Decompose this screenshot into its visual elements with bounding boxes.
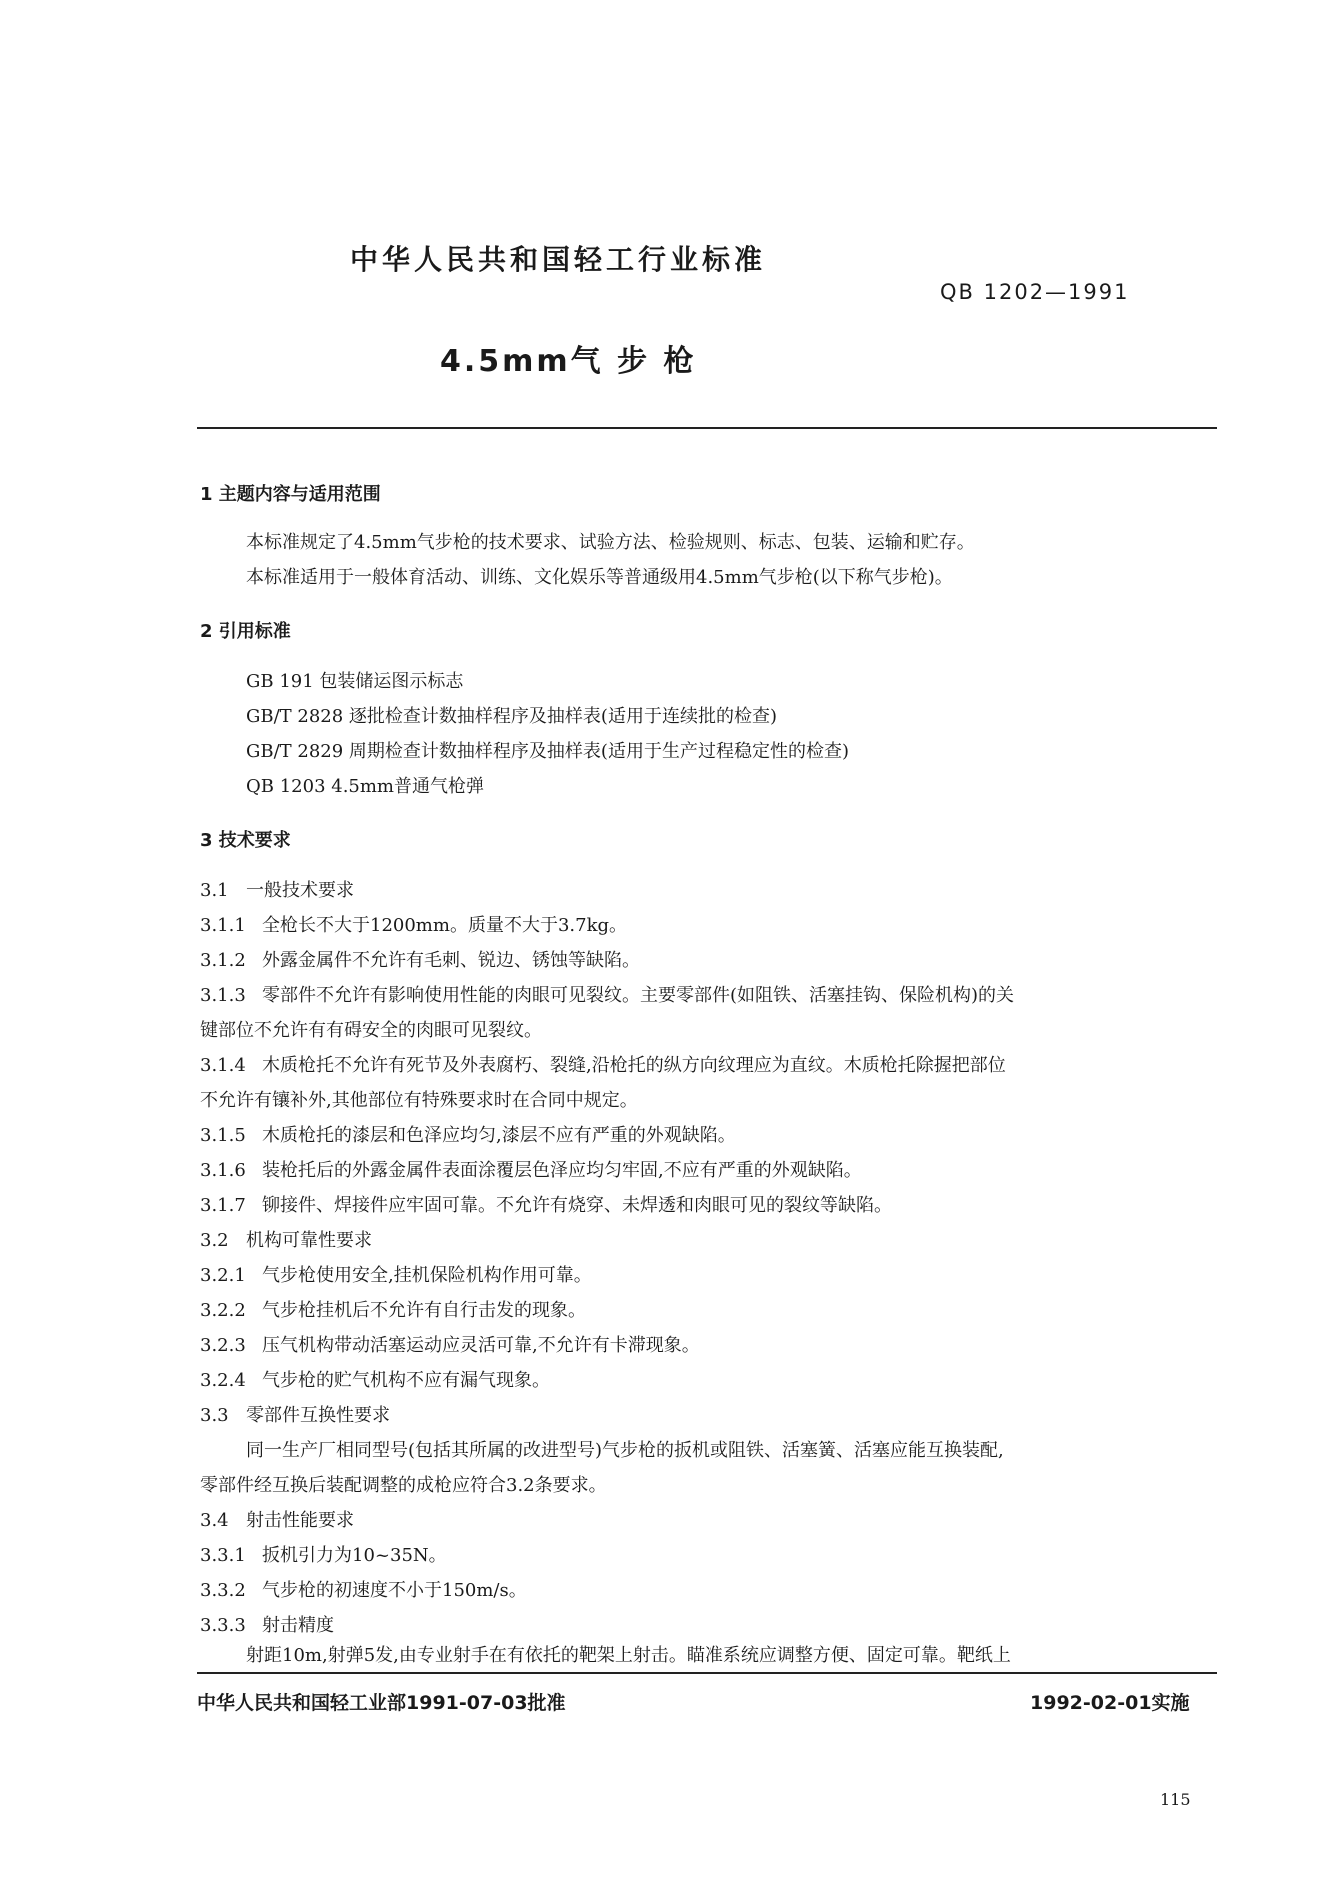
clause-text: 气步枪的贮气机构不应有漏气现象。 [262,1370,550,1391]
page-number: 115 [1160,1790,1191,1809]
clause-text: 气步枪使用安全,挂机保险机构作用可靠。 [262,1265,592,1286]
clause-number: 3.2 [200,1230,229,1251]
section-2-heading: 2 引用标准 [200,621,291,642]
clause-text: 气步枪挂机后不允许有自行击发的现象。 [262,1300,586,1321]
reference-item: GB 191 包装储运图示标志 [246,671,464,692]
clause-text: 外露金属件不允许有毛刺、锐边、锈蚀等缺陷。 [262,950,640,971]
approval-line: 中华人民共和国轻工业部1991-07-03批准 [197,1692,566,1714]
clause-line [200,1541,447,1567]
clause-line [200,1576,527,1602]
clause-line [200,1506,354,1532]
clause-text: 气步枪的初速度不小于150m/s。 [262,1580,527,1601]
clause-number: 3.2.2 [200,1300,246,1321]
clause-line [200,946,640,972]
clause-text: 木质枪托的漆层和色泽应均匀,漆层不应有严重的外观缺陷。 [262,1125,736,1146]
standard-code: QB 1202—1991 [940,280,1130,304]
clause-text: 射击精度 [262,1615,334,1636]
clause-line [200,911,627,937]
clause-text: 机构可靠性要求 [246,1230,372,1251]
section-3-3-paragraph: 零部件经互换后装配调整的成枪应符合3.2条要求。 [200,1475,607,1496]
clause-number: 3.1 [200,880,229,901]
clause-text: 装枪托后的外露金属件表面涂覆层色泽应均匀牢固,不应有严重的外观缺陷。 [262,1160,862,1181]
clause-line [200,876,354,902]
clause-line [200,1156,862,1182]
reference-item: QB 1203 4.5mm普通气枪弹 [246,776,484,797]
section-1-paragraph: 本标准适用于一般体育活动、训练、文化娱乐等普通级用4.5mm气步枪(以下称气步枪)。 [246,567,953,588]
clause-number: 3.1.1 [200,915,246,936]
clause-line [200,1261,592,1287]
section-3-heading: 3 技术要求 [200,830,291,851]
clause-continuation: 不允许有镶补外,其他部位有特殊要求时在合同中规定。 [200,1090,638,1111]
clause-line [200,1611,334,1637]
top-divider [197,427,1217,429]
clause-number: 3.1.4 [200,1055,246,1076]
clause-number: 3.1.3 [200,985,246,1006]
clause-number: 3.3.2 [200,1580,246,1601]
clause-line [200,1331,700,1357]
clause-number: 3.1.2 [200,950,246,971]
clause-text: 零部件互换性要求 [246,1405,390,1426]
clause-text: 一般技术要求 [246,880,354,901]
clause-number: 3.1.7 [200,1195,246,1216]
clause-line [200,1296,586,1322]
clause-number: 3.4 [200,1510,229,1531]
clause-line [200,1191,892,1217]
clause-text: 木质枪托不允许有死节及外表腐朽、裂缝,沿枪托的纵方向纹理应为直纹。木质枪托除握把部位 [262,1055,1006,1076]
bottom-divider [197,1672,1217,1674]
clause-number: 3.3.1 [200,1545,246,1566]
clause-number: 3.3.3 [200,1615,246,1636]
clause-text: 压气机构带动活塞运动应灵活可靠,不允许有卡滞现象。 [262,1335,700,1356]
clause-number: 3.2.4 [200,1370,246,1391]
section-3-3-paragraph: 同一生产厂相同型号(包括其所属的改进型号)气步枪的扳机或阻铁、活塞簧、活塞应能互换装配, [246,1440,1004,1461]
clause-number: 3.1.5 [200,1125,246,1146]
reference-item: GB/T 2829 周期检查计数抽样程序及抽样表(适用于生产过程稳定性的检查) [246,741,849,762]
clause-text: 扳机引力为10~35N。 [262,1545,447,1566]
clause-line [200,1401,390,1427]
clause-line [200,981,1014,1007]
effective-date: 1992-02-01实施 [1030,1692,1190,1714]
standard-category-title: 中华人民共和国轻工行业标准 [350,243,767,276]
clause-text: 全枪长不大于1200mm。质量不大于3.7kg。 [262,915,627,936]
clause-line [200,1226,372,1252]
section-1-heading: 1 主题内容与适用范围 [200,484,381,505]
clause-line [200,1051,1006,1077]
clause-line [200,1366,550,1392]
clause-number: 3.2.3 [200,1335,246,1356]
document-title: 4.5mm气 步 枪 [440,344,697,379]
section-1-paragraph: 本标准规定了4.5mm气步枪的技术要求、试验方法、检验规则、标志、包装、运输和贮存。 [246,532,975,553]
clause-number: 3.3 [200,1405,229,1426]
clause-text: 铆接件、焊接件应牢固可靠。不允许有烧穿、未焊透和肉眼可见的裂纹等缺陷。 [262,1195,892,1216]
clause-continuation: 键部位不允许有有碍安全的肉眼可见裂纹。 [200,1020,542,1041]
clause-number: 3.2.1 [200,1265,246,1286]
clause-number: 3.1.6 [200,1160,246,1181]
reference-item: GB/T 2828 逐批检查计数抽样程序及抽样表(适用于连续批的检查) [246,706,777,727]
clause-text: 射击性能要求 [246,1510,354,1531]
clause-text: 零部件不允许有影响使用性能的肉眼可见裂纹。主要零部件(如阻铁、活塞挂钩、保险机构)的关 [262,985,1015,1006]
section-3-3-3-paragraph: 射距10m,射弹5发,由专业射手在有依托的靶架上射击。瞄准系统应调整方便、固定可靠。靶纸上 [246,1645,1011,1666]
clause-line [200,1121,736,1147]
